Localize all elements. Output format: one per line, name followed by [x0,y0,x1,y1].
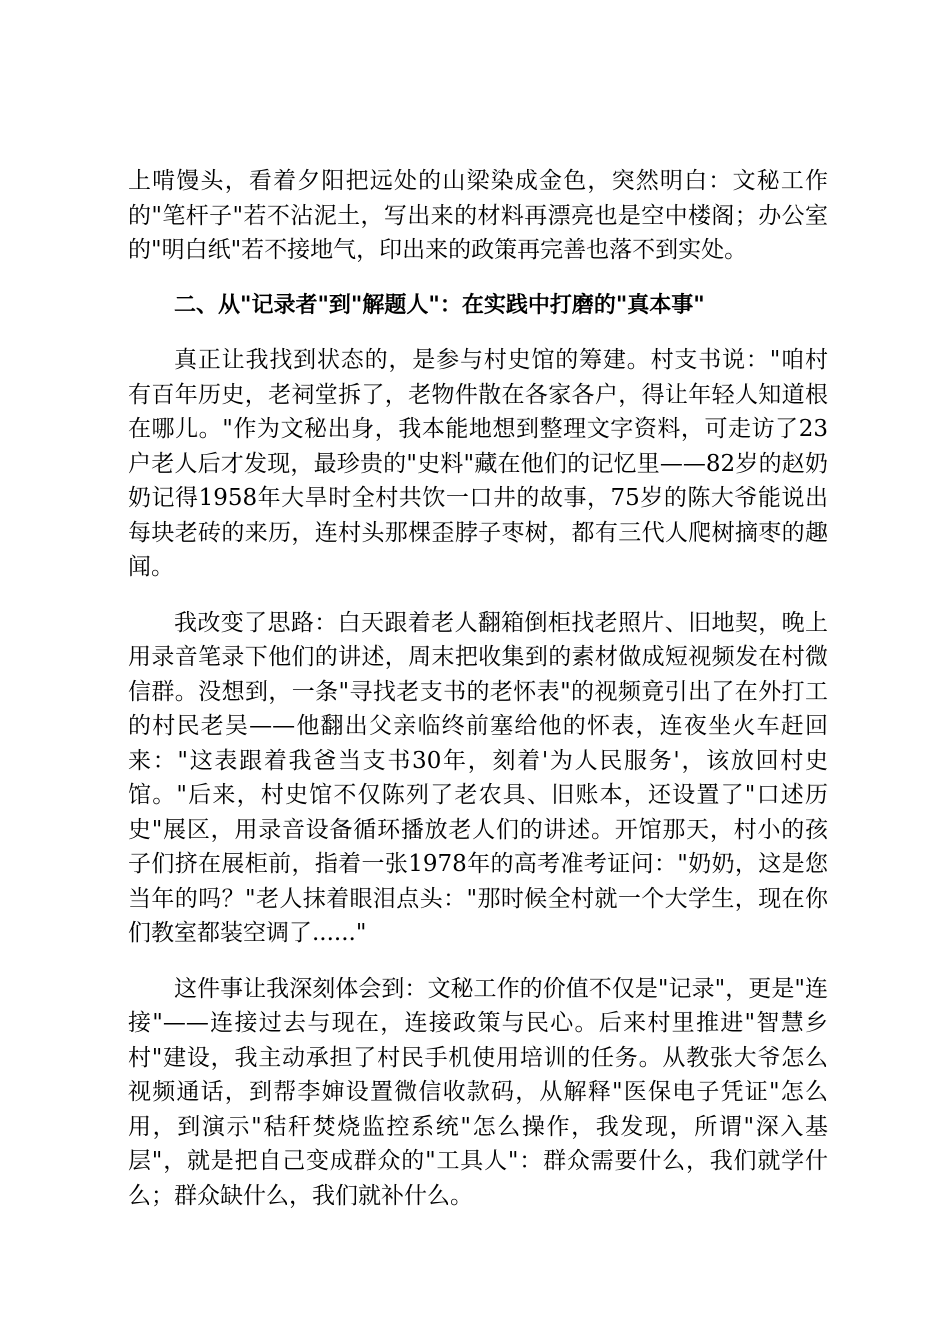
paragraph-village-museum: 真正让我找到状态的，是参与村史馆的筹建。村支书说："咱村有百年历史，老祠堂拆了，老物件散在各家各户，得让年轻人知道根在哪儿。"作为文秘出身，我本能地想到整理文字资料，可走访了23户老人后才发现，最珍贵的"史料"藏在他们的记忆里——82岁的赵奶奶记得1958年大旱时全村共饮一口井的故事，75岁的陈大爷能说出每块老砖的来历，连村头那棵歪脖子枣树，都有三代人爬树摘枣的趣闻。 [128,347,828,580]
document-page [128,164,828,1234]
paragraph-changed-approach: 我改变了思路：白天跟着老人翻箱倒柜找老照片、旧地契，晚上用录音笔录下他们的讲述，周末把收集到的素材做成短视频发在村微信群。没想到，一条"寻找老支书的老怀表"的视频竟引出了在外打工的村民老吴——他翻出父亲临终前塞给他的怀表，连夜坐火车赶回来："这表跟着我爸当支书30年，刻着'为人民服务'，该放回村史馆。"后来，村史馆不仅陈列了老农具、旧账本，还设置了"口述历史"展区，用录音设备循环播放老人们的讲述。开馆那天，村小的孩子们挤在展柜前，指着一张1978年的高考准考证问："奶奶，这是您当年的吗？"老人抹着眼泪点头："那时候全村就一个大学生，现在你们教室都装空调了......" [128,609,828,946]
paragraph-reflection: 这件事让我深刻体会到：文秘工作的价值不仅是"记录"，更是"连接"——连接过去与现在，连接政策与民心。后来村里推进"智慧乡村"建设，我主动承担了村民手机使用培训的任务。从教张大爷怎么视频通话，到帮李婶设置微信收款码，从解释"医保电子凭证"怎么用，到演示"秸秆焚烧监控系统"怎么操作，我发现，所谓"深入基层"，就是把自己变成群众的"工具人"：群众需要什么，我们就学什么；群众缺什么，我们就补什么。 [128,975,828,1209]
section-heading-2: 二、从"记录者"到"解题人"：在实践中打磨的"真本事" [174,292,705,318]
paragraph-continuation: 上啃馒头，看着夕阳把远处的山梁染成金色，突然明白：文秘工作的"笔杆子"若不沾泥土，写出来的材料再漂亮也是空中楼阁；办公室的"明白纸"若不接地气，印出来的政策再完善也落不到实处。 [128,168,828,263]
